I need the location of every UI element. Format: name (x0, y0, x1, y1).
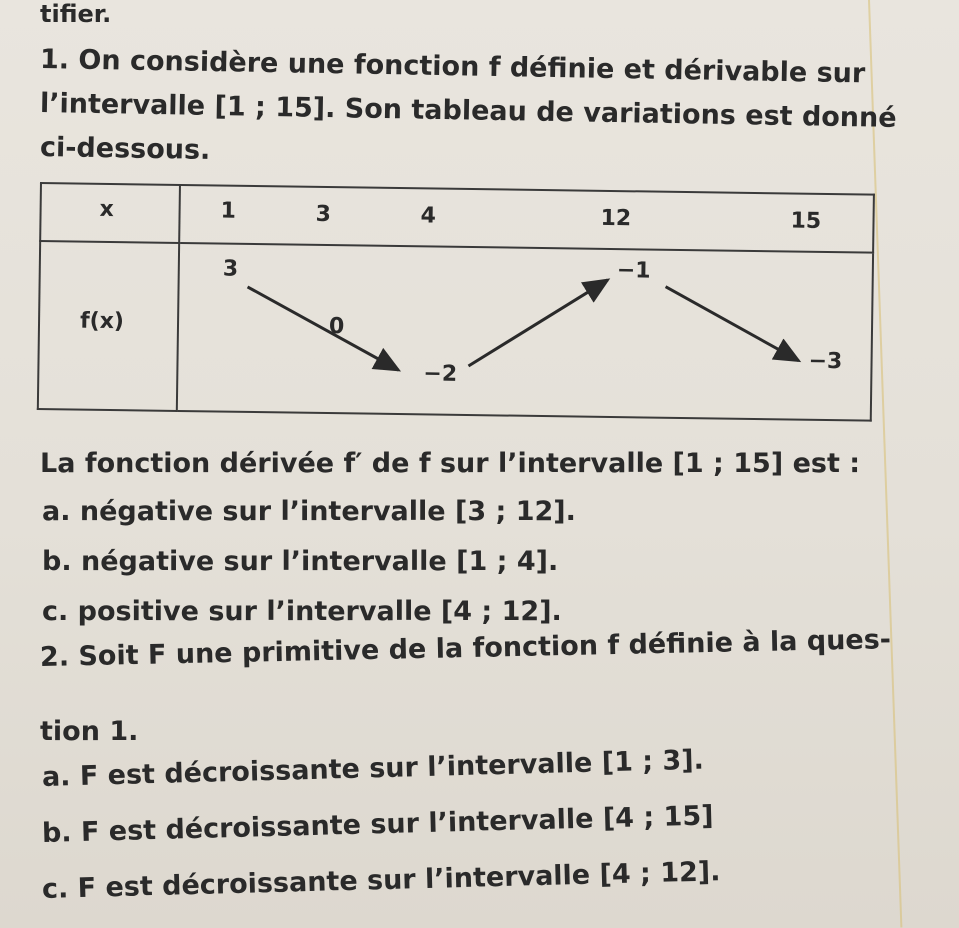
q1-line-2: l’intervalle [1 ; 15]. Son tableau de variations est donné (39, 88, 897, 134)
f-value: 0 (328, 314, 345, 340)
x-label-cell (40, 183, 180, 243)
f-label-cell (38, 241, 179, 411)
q2-line-2: tion 1. (40, 716, 139, 747)
arrow-decreasing-1 (246, 287, 399, 370)
q2-option-b: b. F est décroissante sur l’intervalle [4 ; 15] (41, 800, 714, 849)
f-label: f(x) (79, 308, 125, 335)
q1-line-3: ci-dessous. (39, 132, 211, 166)
q1-option-c: c. positive sur l’intervalle [4 ; 12]. (42, 596, 562, 627)
q2-line-1: 2. Soit F une primitive de la fonction f définie à la ques- (39, 624, 892, 673)
q1-stem: La fonction dérivée f′ de f sur l’intervalle [1 ; 15] est : (40, 448, 861, 479)
x-value: 15 (790, 208, 822, 234)
x-label: x (99, 196, 115, 223)
q2-option-c: c. F est décroissante sur l’intervalle [4 ; 12]. (41, 856, 721, 905)
x-value: 12 (600, 205, 632, 232)
f-value: −2 (423, 361, 458, 387)
x-values-cell (179, 185, 874, 253)
x-value: 1 (220, 198, 237, 224)
f-value: 3 (222, 256, 239, 282)
header-fragment: tifier. (40, 0, 112, 28)
x-value: 3 (315, 201, 332, 228)
variation-table (37, 182, 875, 422)
arrow-decreasing-2 (665, 287, 800, 361)
f-value: −1 (616, 258, 651, 284)
f-value: −3 (808, 348, 843, 375)
margin-line (868, 0, 902, 927)
q1-option-b: b. négative sur l’intervalle [1 ; 4]. (42, 546, 559, 577)
q1-line-1: 1. On considère une fonction f définie et dérivable sur (39, 44, 866, 90)
q1-option-a: a. négative sur l’intervalle [3 ; 12]. (42, 496, 576, 527)
x-value: 4 (420, 203, 437, 229)
variation-arrows (178, 244, 877, 422)
arrow-increasing (468, 278, 607, 368)
q2-option-a: a. F est décroissante sur l’intervalle [1 ; 3]. (41, 744, 705, 793)
f-variations-cell (177, 243, 873, 421)
